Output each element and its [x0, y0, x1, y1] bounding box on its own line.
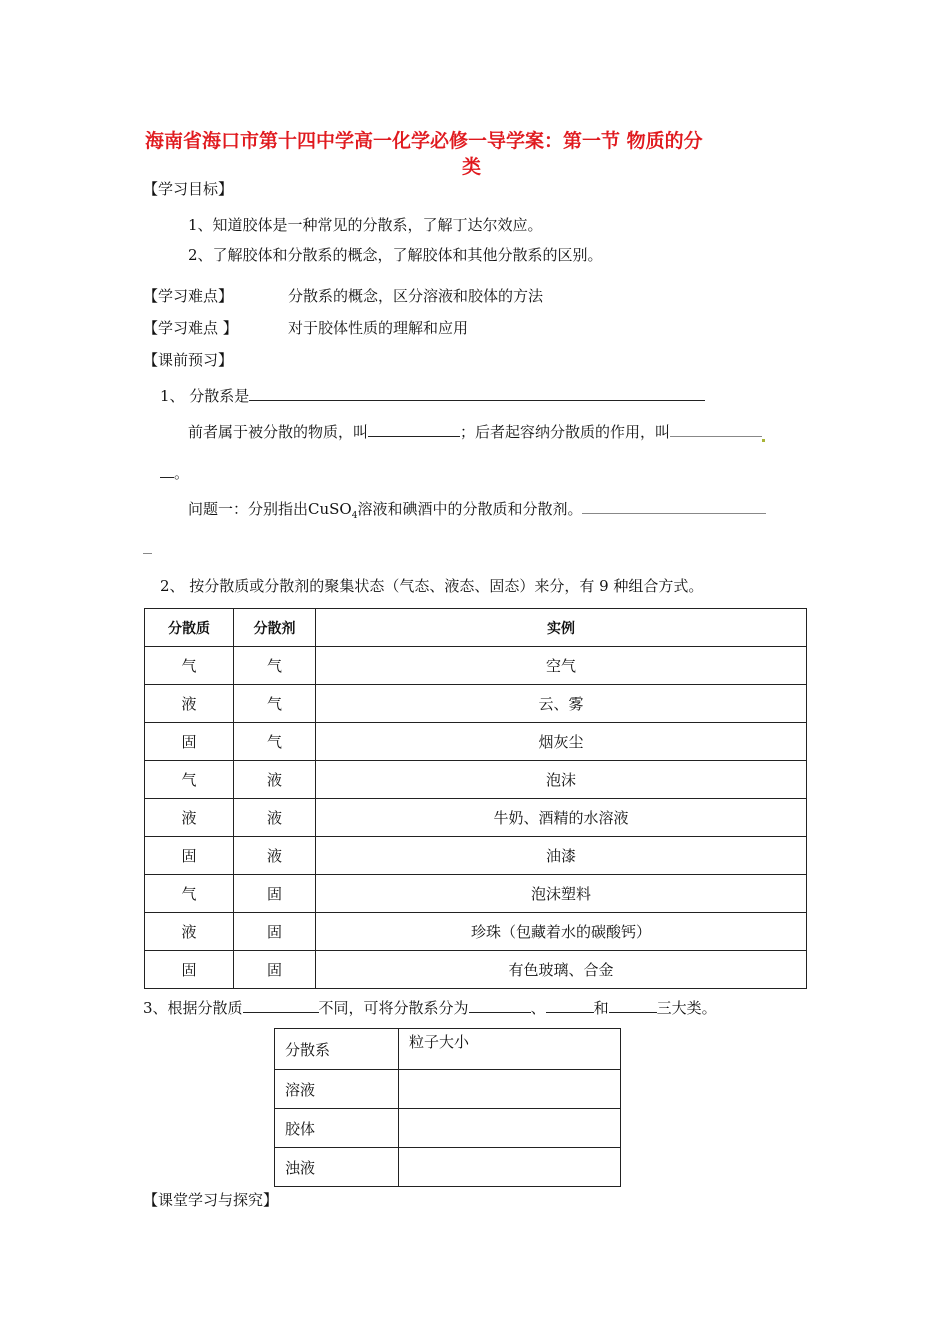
title-line-1: 海南省海口市第十四中学高一化学必修一导学案：第一节 物质的分 — [145, 130, 703, 152]
cell-phase: 液 — [145, 685, 234, 723]
table-row — [275, 1070, 621, 1109]
small-row-answer[interactable] — [399, 1109, 621, 1148]
small-row-label: 胶体 — [275, 1109, 399, 1148]
difficulty-1-text: 分散系的概念，区分溶液和胶体的方法 — [288, 287, 544, 305]
small-header-size: 粒子大小 — [399, 1029, 621, 1070]
cell-phase: 气 — [145, 875, 234, 913]
q3-type1-blank[interactable] — [469, 998, 531, 1013]
q3-line — [143, 997, 717, 1018]
cell-example: 云、雾 — [316, 685, 807, 723]
q3-b: 不同，可将分散系分为 — [318, 999, 469, 1017]
class-header: 【课堂学习与探究】 — [143, 1191, 279, 1209]
q1-line-2 — [188, 421, 765, 442]
q3-type3-blank[interactable] — [609, 998, 657, 1013]
preview-header: 【课前预习】 — [143, 351, 234, 369]
cell-medium: 固 — [234, 875, 316, 913]
cell-phase: 气 — [145, 761, 234, 799]
header-example: 实例 — [316, 609, 807, 647]
table-row — [275, 1029, 621, 1070]
header-dispersion-medium: 分散剂 — [234, 609, 316, 647]
problem1-b: 溶液和碘酒中的分散质和分散剂。 — [357, 500, 583, 518]
table-row — [145, 647, 807, 685]
q1-line — [160, 385, 705, 406]
cell-phase: 气 — [145, 647, 234, 685]
table-row — [145, 761, 807, 799]
cuso4-formula — [308, 500, 358, 521]
objective-2: 2、了解胶体和分散系的概念，了解胶体和其他分散系的区别。 — [188, 246, 603, 264]
cell-phase: 固 — [145, 951, 234, 989]
cell-example: 烟灰尘 — [316, 723, 807, 761]
small-row-label: 溶液 — [275, 1070, 399, 1109]
q1-line2-a: 前者属于被分散的物质，叫 — [188, 423, 369, 441]
cell-medium: 气 — [234, 685, 316, 723]
cell-example: 泡沫 — [316, 761, 807, 799]
q1-blank[interactable] — [249, 386, 705, 401]
difficulty-2-text: 对于胶体性质的理解和应用 — [288, 319, 469, 337]
q3-type2-blank[interactable] — [546, 998, 594, 1013]
formula-subscript: 4 — [351, 511, 358, 521]
q1-line3-end: 。 — [174, 464, 190, 482]
edit-mark — [762, 439, 765, 442]
objectives-header: 【学习目标】 — [143, 180, 234, 198]
table-row — [145, 875, 807, 913]
cell-medium: 固 — [234, 913, 316, 951]
problem1-answer-blank[interactable] — [582, 499, 766, 514]
cell-medium: 气 — [234, 647, 316, 685]
q3-criterion-blank[interactable] — [243, 998, 319, 1013]
formula-text: CuSO — [308, 500, 352, 518]
q1-label: 1、 分散系是 — [160, 387, 250, 405]
cell-medium: 固 — [234, 951, 316, 989]
small-row-answer[interactable] — [399, 1148, 621, 1187]
q3-c: 、 — [530, 999, 546, 1017]
problem1-a: 问题一：分别指出 — [188, 500, 309, 518]
cell-example: 珍珠（包藏着水的碳酸钙） — [316, 913, 807, 951]
difficulty-2-label: 【学习难点 】 — [143, 319, 238, 337]
cell-medium: 液 — [234, 761, 316, 799]
cell-phase: 固 — [145, 837, 234, 875]
table-row — [275, 1148, 621, 1187]
particle-size-table — [274, 1028, 621, 1187]
table-row — [145, 913, 807, 951]
cell-phase: 液 — [145, 913, 234, 951]
cell-example: 泡沫塑料 — [316, 875, 807, 913]
cell-phase: 固 — [145, 723, 234, 761]
cell-medium: 液 — [234, 837, 316, 875]
problem-1 — [188, 498, 766, 521]
table-row — [275, 1109, 621, 1148]
small-row-label: 浊液 — [275, 1148, 399, 1187]
table-header-row — [145, 609, 807, 647]
cell-medium: 液 — [234, 799, 316, 837]
cell-phase: 液 — [145, 799, 234, 837]
q3-d: 和 — [593, 999, 609, 1017]
cell-example: 油漆 — [316, 837, 807, 875]
table-row — [145, 837, 807, 875]
q3-e: 三大类。 — [656, 999, 717, 1017]
cell-medium: 气 — [234, 723, 316, 761]
problem1-blank-cont[interactable] — [143, 553, 152, 554]
dispersion-combinations-table — [144, 608, 807, 989]
q2-text: 2、 按分散质或分散剂的聚集状态（气态、液态、固态）来分，有 9 种组合方式。 — [160, 577, 704, 595]
table-row — [145, 799, 807, 837]
small-row-answer[interactable] — [399, 1070, 621, 1109]
dispersion-medium-blank[interactable] — [670, 422, 762, 437]
dispersion-medium-blank-cont[interactable] — [160, 463, 174, 478]
dispersed-phase-blank[interactable] — [368, 422, 460, 437]
difficulty-1-label: 【学习难点】 — [143, 287, 234, 305]
small-header-system: 分散系 — [275, 1029, 399, 1070]
header-dispersed-phase: 分散质 — [145, 609, 234, 647]
cell-example: 牛奶、酒精的水溶液 — [316, 799, 807, 837]
table-row — [145, 685, 807, 723]
objective-1: 1、知道胶体是一种常见的分散系，了解丁达尔效应。 — [188, 216, 543, 234]
table-row — [145, 951, 807, 989]
table-row — [145, 723, 807, 761]
q1-line-3 — [160, 462, 189, 483]
cell-example: 有色玻璃、合金 — [316, 951, 807, 989]
q1-line2-b: ；后者起容纳分散质的作用，叫 — [460, 423, 671, 441]
title-line-2: 类 — [462, 156, 482, 178]
q3-a: 3、根据分散质 — [143, 999, 243, 1017]
cell-example: 空气 — [316, 647, 807, 685]
